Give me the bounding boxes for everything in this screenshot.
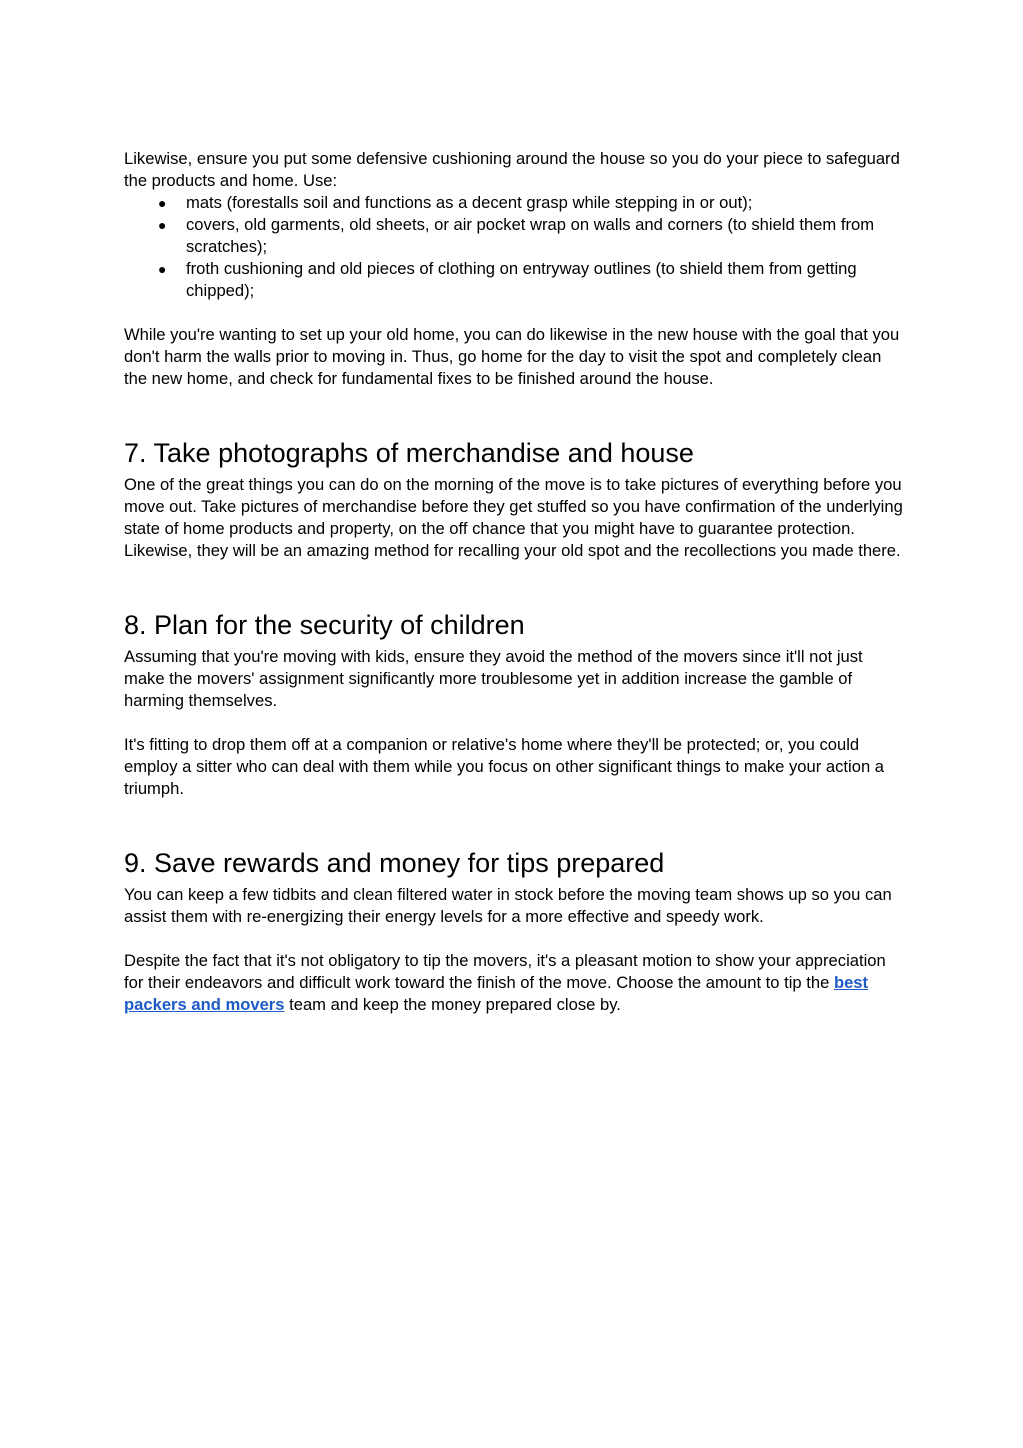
list-item: ● covers, old garments, old sheets, or air pocket wrap on walls and corners (to shield them from scratches); (158, 215, 875, 256)
bullet-icon: ● (158, 261, 167, 277)
bullet-icon: ● (158, 195, 167, 211)
list-item: ● froth cushioning and old pieces of clothing on entryway outlines (to shield them from getting chipped); (158, 259, 857, 300)
section-8-paragraph-1: Assuming that you're moving with kids, ensure they avoid the method of the movers since it'll not just make the movers' assignment significantly more troublesome yet in addition increase the gamble of harming themselves. (124, 647, 863, 710)
list-item: ● mats (forestalls soil and functions as a decent grasp while stepping in or out); (158, 193, 753, 212)
section-8-paragraph-2: It's fitting to drop them off at a companion or relative's home where they'll be protected; or, you could employ a sitter who can deal with them while you focus on other significant things to make your action a triumph. (124, 735, 885, 798)
new-house-paragraph: While you're wanting to set up your old home, you can do likewise in the new house with the goal that you don't harm the walls prior to moving in. Thus, go home for the day to visit the spot and completely clean the new home, and check for fundamental fixes to be finished around the house. (124, 325, 900, 388)
section-8-heading: 8. Plan for the security of children (124, 610, 525, 640)
bullet-icon: ● (158, 217, 167, 233)
section-7-paragraph: One of the great things you can do on the morning of the move is to take pictures of everything before you move out. Take pictures of merchandise before they get stuffed so you have confirmation of the underlying state of home products and property, on the off chance that you might have to guarantee protection. Likewise, they will be an amazing method for recalling your old spot and the recollections you made there. (124, 475, 903, 560)
section-7-heading: 7. Take photographs of merchandise and house (124, 438, 694, 468)
best-packers-movers-link[interactable]: best packers and movers (124, 973, 869, 1014)
protection-list (124, 192, 904, 302)
intro-paragraph: Likewise, ensure you put some defensive cushioning around the house so you do your piece to safeguard the products and home. Use: (124, 149, 900, 190)
section-9-paragraph-2: Despite the fact that it's not obligatory to tip the movers, it's a pleasant motion to show your appreciation for their endeavors and difficult work toward the finish of the move. Choose the amount to tip the best packers and movers team and keep the money prepared close by. (124, 951, 886, 1014)
section-9-heading: 9. Save rewards and money for tips prepared (124, 848, 665, 878)
section-9-paragraph-1: You can keep a few tidbits and clean filtered water in stock before the moving team shows up so you can assist them with re-energizing their energy levels for a more effective and speedy work. (124, 885, 892, 926)
document-page (124, 148, 904, 1016)
